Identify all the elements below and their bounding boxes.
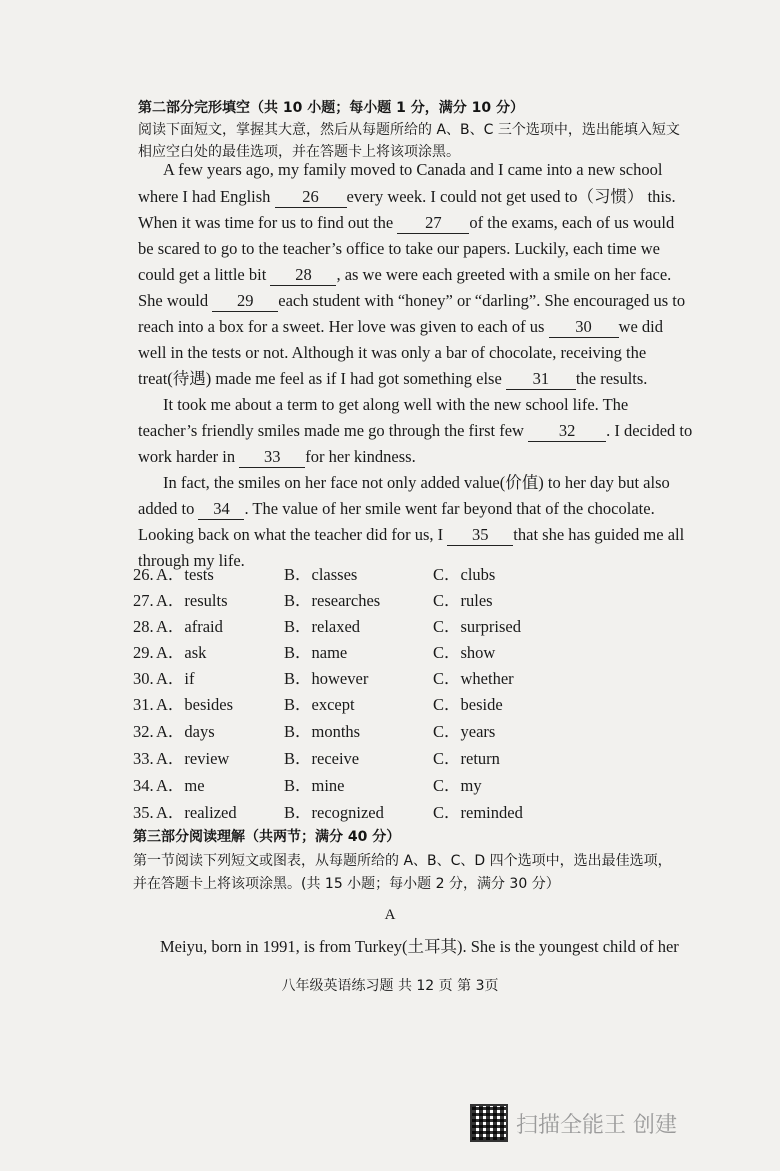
- part3-instruction-line2: 并在答题卡上将该项涂黑。(共 15 小题；每小题 2 分，满分 30 分）: [133, 876, 560, 892]
- option-b: B．except: [284, 695, 355, 714]
- passage-text: added to: [138, 499, 195, 518]
- blank-33: 33: [239, 447, 305, 468]
- option-a: A．results: [156, 591, 228, 610]
- option-a: A．review: [156, 749, 230, 768]
- passage-line: [138, 366, 647, 392]
- qr-code-icon: [470, 1104, 508, 1142]
- option-row: [133, 588, 693, 614]
- question-number: 35.: [133, 803, 154, 822]
- passage-line: [138, 288, 685, 314]
- option-b: B．recognized: [284, 803, 384, 822]
- option-b: B．mine: [284, 776, 345, 795]
- option-c: C．return: [433, 749, 500, 768]
- passage-text: Looking back on what the teacher did for us, I: [138, 525, 444, 544]
- blank-30: 30: [549, 317, 619, 338]
- reading-a-first-line: Meiyu, born in 1991, is from Turkey(土耳其). She is the youngest child of her: [160, 937, 679, 956]
- option-c: C．years: [433, 722, 496, 741]
- passage-line: [138, 444, 416, 470]
- option-row: [133, 746, 693, 772]
- passage-text: that she has guided me all: [513, 525, 685, 544]
- option-b: B．relaxed: [284, 617, 361, 636]
- option-c: C．surprised: [433, 617, 521, 636]
- passage-text: of the exams, each of us would: [469, 213, 675, 232]
- option-c: C．whether: [433, 669, 514, 688]
- scanner-watermark: [470, 1104, 677, 1142]
- option-row: [133, 640, 693, 666]
- passage-line: It took me about a term to get along well with the new school life. The: [163, 395, 629, 414]
- blank-27: 27: [397, 213, 469, 234]
- option-c: C．clubs: [433, 565, 496, 584]
- passage-text: we did: [618, 317, 663, 336]
- option-b: B．researches: [284, 591, 381, 610]
- option-c: C．reminded: [433, 803, 523, 822]
- passage-text: for her kindness.: [305, 447, 416, 466]
- option-row: [133, 800, 693, 826]
- option-a: A．realized: [156, 803, 237, 822]
- passage-text: the results.: [575, 369, 648, 388]
- passage-text: reach into a box for a sweet. Her love was given to each of us: [138, 317, 545, 336]
- question-number: 31.: [133, 695, 154, 714]
- passage-text: . I decided to: [606, 421, 693, 440]
- passage-line: [138, 522, 684, 548]
- passage-text: treat(待遇) made me feel as if I had got something else: [138, 369, 502, 388]
- passage-line: [138, 262, 671, 288]
- passage-text: could get a little bit: [138, 265, 267, 284]
- part2-instruction-line1: 阅读下面短文，掌握其大意，然后从每题所给的 A、B、C 三个选项中，选出能填入短文: [138, 122, 680, 138]
- section-a-label: A: [384, 907, 396, 923]
- passage-text: , as we were each greeted with a smile on her face.: [336, 265, 672, 284]
- option-row: [133, 719, 693, 745]
- page-footer: 八年级英语练习题 共 12 页 第 3页: [281, 978, 499, 994]
- passage-text: She would: [138, 291, 209, 310]
- blank-32: 32: [528, 421, 606, 442]
- option-a: A．ask: [156, 643, 207, 662]
- option-c: C．show: [433, 643, 496, 662]
- passage-text: . The value of her smile went far beyond that of the chocolate.: [244, 499, 655, 518]
- question-number: 28.: [133, 617, 154, 636]
- passage-line: well in the tests or not. Although it was only a bar of chocolate, receiving the: [138, 343, 647, 362]
- part2-heading: 第二部分完形填空（共 10 小题；每小题 1 分，满分 10 分）: [138, 100, 524, 116]
- question-number: 30.: [133, 669, 154, 688]
- option-row: [133, 692, 693, 718]
- passage-line: [138, 210, 674, 236]
- blank-29: 29: [212, 291, 278, 312]
- blank-26: 26: [275, 187, 347, 208]
- passage-line: A few years ago, my family moved to Canada and I came into a new school: [163, 160, 663, 179]
- question-number: 33.: [133, 749, 154, 768]
- question-number: 26.: [133, 565, 154, 584]
- passage-line: [138, 418, 692, 444]
- passage-text: where I had English: [138, 187, 271, 206]
- option-a: A．if: [156, 669, 195, 688]
- blank-35: 35: [447, 525, 513, 546]
- passage-line: [138, 496, 655, 522]
- option-row: [133, 773, 693, 799]
- option-row: [133, 614, 693, 640]
- question-number: 27.: [133, 591, 154, 610]
- part2-instruction-line2: 相应空白处的最佳选项，并在答题卡上将该项涂黑。: [138, 144, 460, 160]
- passage-text: every week. I could not get used to（习惯） this.: [346, 187, 676, 206]
- question-number: 32.: [133, 722, 154, 741]
- option-b: B．name: [284, 643, 348, 662]
- passage-line: [138, 184, 676, 210]
- passage-line: [138, 314, 663, 340]
- watermark-text: 扫描全能王 创建: [516, 1112, 677, 1138]
- option-b: B．months: [284, 722, 361, 741]
- option-a: A．tests: [156, 565, 214, 584]
- passage-line: through my life.: [138, 551, 245, 570]
- option-b: B．however: [284, 669, 369, 688]
- option-a: A．afraid: [156, 617, 223, 636]
- option-c: C．my: [433, 776, 482, 795]
- option-b: B．receive: [284, 749, 360, 768]
- blank-34: 34: [198, 499, 244, 520]
- option-a: A．me: [156, 776, 205, 795]
- option-row: [133, 562, 693, 588]
- passage-text: When it was time for us to find out the: [138, 213, 394, 232]
- part3-instruction-line1: 第一节阅读下列短文或图表，从每题所给的 A、B、C、D 四个选项中，选出最佳选项，: [133, 853, 672, 869]
- passage-line: In fact, the smiles on her face not only added value(价值) to her day but also: [163, 473, 670, 492]
- passage-text: work harder in: [138, 447, 236, 466]
- option-c: C．rules: [433, 591, 493, 610]
- passage-text: teacher’s friendly smiles made me go through the first few: [138, 421, 524, 440]
- option-a: A．days: [156, 722, 215, 741]
- question-number: 34.: [133, 776, 154, 795]
- passage-text: each student with “honey” or “darling”. She encouraged us to: [278, 291, 686, 310]
- option-row: [133, 666, 693, 692]
- part3-heading: 第三部分阅读理解（共两节；满分 40 分）: [133, 829, 401, 845]
- blank-28: 28: [270, 265, 336, 286]
- option-b: B．classes: [284, 565, 358, 584]
- passage-line: be scared to go to the teacher’s office to take our papers. Luckily, each time we: [138, 239, 660, 258]
- blank-31: 31: [506, 369, 576, 390]
- option-a: A．besides: [156, 695, 233, 714]
- question-number: 29.: [133, 643, 154, 662]
- option-c: C．beside: [433, 695, 503, 714]
